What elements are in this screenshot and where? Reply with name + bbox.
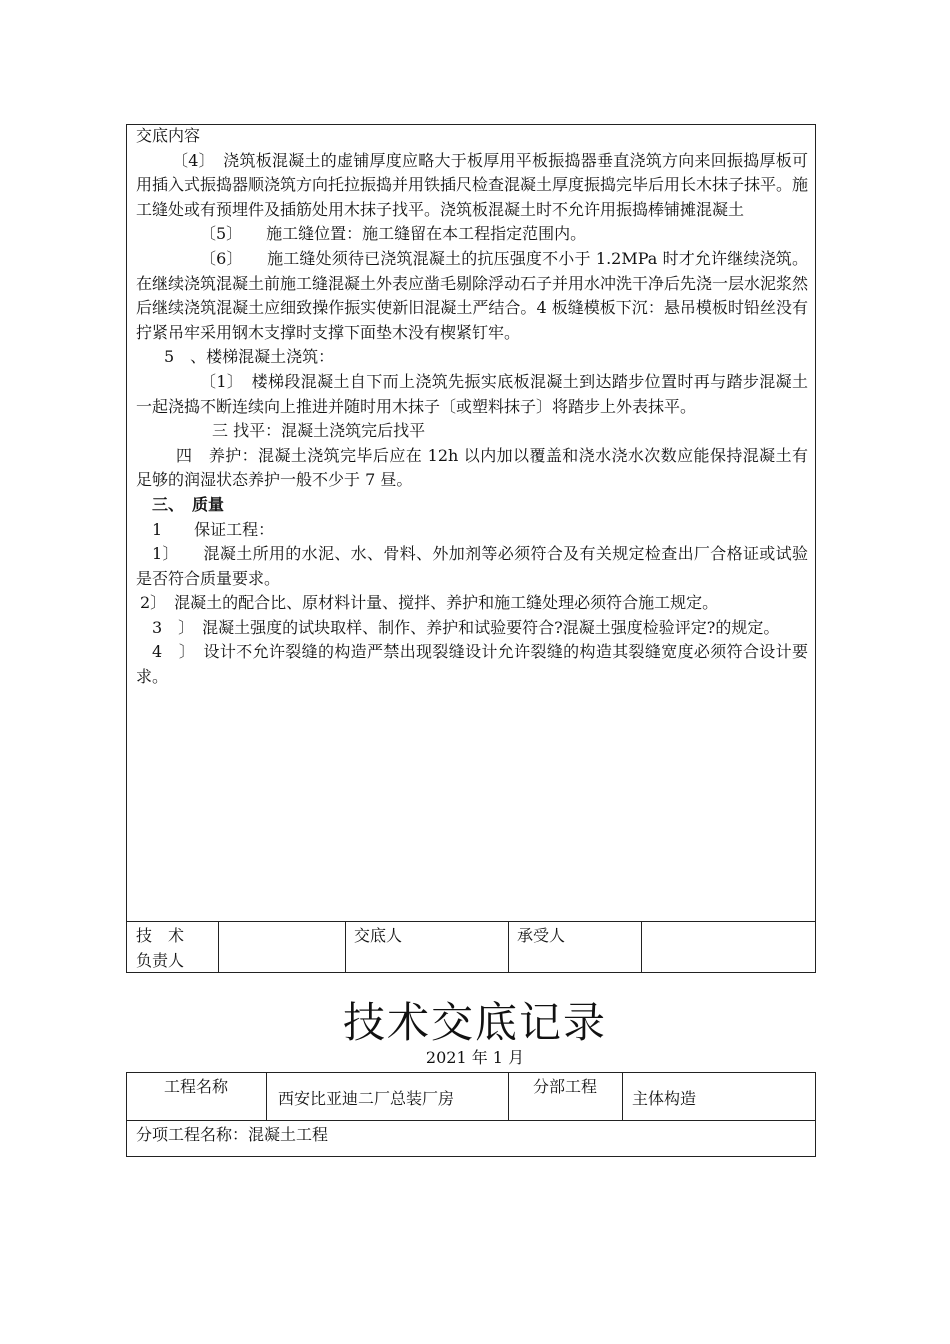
- paragraph: 3 〕 混凝土强度的试块取样、制作、养护和试验要符合?混凝土强度检验评定?的规定。: [152, 617, 780, 637]
- discloser-label: 交底人: [354, 926, 403, 945]
- tech-lead-label: 技 术 负责人: [136, 926, 185, 970]
- footer-divider: [126, 921, 816, 922]
- content-label: 交底内容: [136, 126, 201, 145]
- paragraph: 〔4〕 浇筑板混凝土的虚铺厚度应略大于板厚用平板振捣器垂直浇筑方向来回振捣厚板可用插入式振捣器顺浇筑方向托拉振捣并用铁插尺检查混凝土厚度振捣完毕后用长木抹子抹平。施工缝处或有预埋件及插筋处用木抹子找平。浇筑板混凝土时不允许用振捣棒铺摊混凝土: [136, 150, 809, 219]
- paragraph: 1〕 混凝土所用的水泥、水、骨料、外加剂等必须符合及有关规定检查出厂合格证或试验是否符合质量要求。: [136, 544, 808, 588]
- paragraph: 2〕 混凝土的配合比、原材料计量、搅拌、养护和施工缝处理必须符合施工规定。: [140, 593, 719, 613]
- project-name-value[interactable]: 西安比亚迪二厂总装厂房: [278, 1089, 455, 1108]
- footer-col-divider-4: [641, 921, 642, 973]
- paragraph: 〔1〕 楼梯段混凝土自下而上浇筑先振实底板混凝土到达踏步位置时再与踏步混凝土一起浇捣不断连续向上推进并随时用木抹子〔或塑料抹子〕将踏步上外表抹平。: [136, 371, 808, 416]
- footer-col-divider-2: [345, 921, 346, 973]
- page-title: 技术交底记录: [342, 998, 607, 1047]
- section-heading-quality: 三、 质量: [152, 494, 225, 514]
- paragraph: 四 养护：混凝土浇筑完毕后应在 12h 以内加以覆盖和浇水浇水次数应能保持混凝土有足够的润湿状态养护一般不少于 7 昼。: [136, 445, 808, 490]
- header-col-divider-1: [266, 1072, 267, 1120]
- division-value[interactable]: 主体构造: [632, 1089, 697, 1108]
- subitem-name: 分项工程名称：混凝土工程: [136, 1125, 329, 1144]
- receiver-label: 承受人: [517, 926, 566, 945]
- header-col-divider-3: [622, 1072, 623, 1120]
- paragraph: 〔6〕 施工缝处须待已浇筑混凝土的抗压强度不小于 1.2MPa 时才允许继续浇筑。在继续浇筑混凝土前施工缝混凝土外表应凿毛剔除浮动石子并用水冲洗干净后先浇一层水泥浆然后继续浇筑混凝土应细致操作振实使新旧混凝土严结合。4 板缝模板下沉：悬吊模板时铅丝没有拧紧吊牢采用钢木支撑时支撑下面垫木没有楔紧钉牢。: [136, 248, 809, 342]
- paragraph: 5 、楼梯混凝土浇筑：: [164, 347, 335, 367]
- paragraph: 4 〕 设计不允许裂缝的构造严禁出现裂缝设计允许裂缝的构造其裂缝宽度必须符合设计要求。: [136, 642, 808, 687]
- footer-col-divider-1: [218, 921, 219, 973]
- paragraph: 〔5〕 施工缝位置：施工缝留在本工程指定范围内。: [200, 224, 587, 244]
- disclosure-content: [136, 124, 808, 690]
- record-date: 2021 年 1 月: [425, 1048, 525, 1067]
- paragraph: 三 找平：混凝土浇筑完后找平: [212, 421, 426, 441]
- division-label: 分部工程: [532, 1077, 597, 1096]
- project-name-label: 工程名称: [163, 1077, 228, 1096]
- footer-col-divider-3: [508, 921, 509, 973]
- paragraph: 1 保证工程：: [152, 519, 275, 539]
- header-row-divider: [126, 1120, 816, 1121]
